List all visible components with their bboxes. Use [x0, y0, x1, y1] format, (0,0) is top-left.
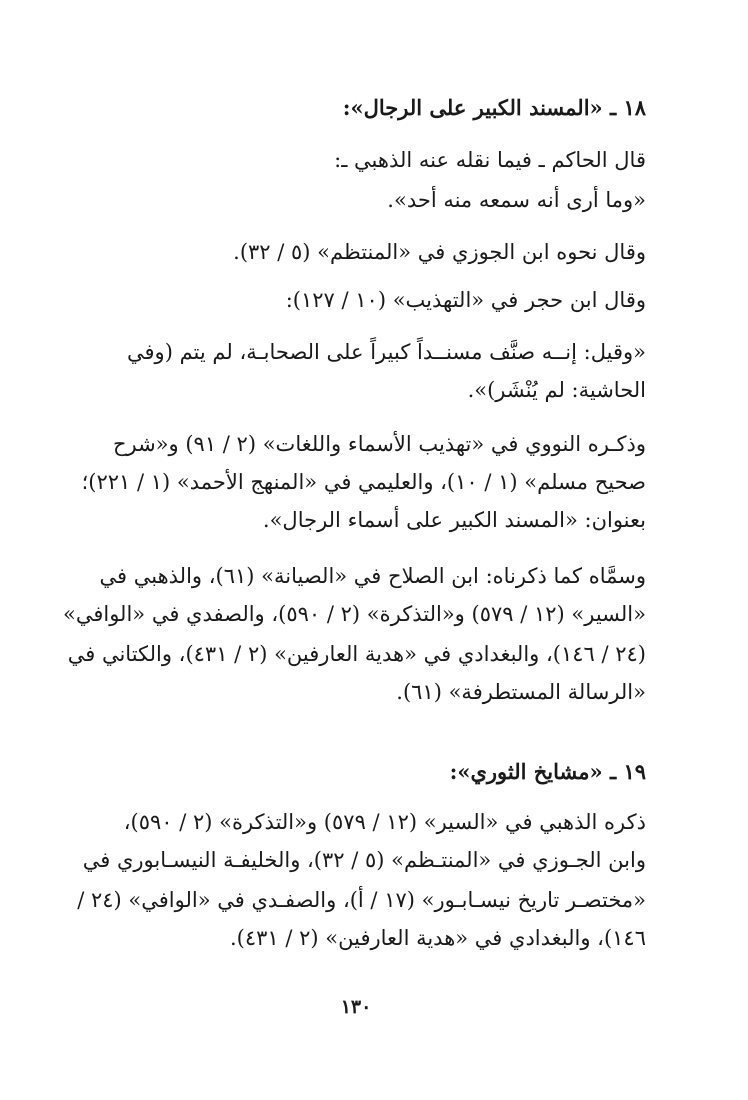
page-number: ١٣٠: [340, 996, 372, 1018]
text-line: الحاشية: لم يُنْشَر)».: [467, 378, 646, 402]
text-line: ١٤٦)، والبغدادي في «هدية العارفين» (٢ / ٤٣١).: [229, 926, 646, 950]
section-heading-18: ١٨ ـ «المسند الكبير على الرجال»:: [342, 95, 646, 120]
section-heading-19: ١٩ ـ «مشايخ الثوري»:: [449, 759, 646, 784]
text-line: «مختصـر تاريخ نيسـابـور» (١٧ / أ)، والصفـدي في «الوافي» (٢٤ /: [77, 888, 646, 912]
text-line: ذكره الذهبي في «السير» (١٢ / ٥٧٩) و«التذكرة» (٢ / ٥٩٠)،: [123, 810, 646, 834]
text-line: وسمَّاه كما ذكرناه: ابن الصلاح في «الصيانة» (٦١)، والذهبي في: [99, 564, 646, 588]
text-line: وقال ابن حجر في «التهذيب» (١٠ / ١٢٧):: [285, 288, 646, 312]
text-line: وذكـره النووي في «تهذيب الأسماء واللغات» (٢ / ٩١) و«شرح: [112, 432, 646, 456]
document-page: [62, 84, 646, 1084]
text-line: «وقيل: إنــه صنَّف مسنــداً كبيراً على الصحابـة، لم يتم (وفي: [127, 340, 646, 364]
text-line: قال الحاكم ـ فيما نقله عنه الذهبي ـ:: [334, 148, 646, 172]
text-line: وقال نحوه ابن الجوزي في «المنتظم» (٥ / ٣٢).: [233, 240, 646, 264]
text-line: «السير» (١٢ / ٥٧٩) و«التذكرة» (٢ / ٥٩٠)، والصفدي في «الوافي»: [62, 602, 646, 626]
text-line: «الرسالة المستطرفة» (٦١).: [396, 680, 646, 704]
text-line: بعنوان: «المسند الكبير على أسماء الرجال».: [262, 508, 646, 532]
text-line: (٢٤ / ١٤٦)، والبغدادي في «هدية العارفين» (٢ / ٤٣١)، والكتاني في: [67, 642, 646, 666]
text-line: صحيح مسلم» (١ / ١٠)، والعليمي في «المنهج الأحمد» (١ / ٢٢١)؛: [81, 470, 646, 494]
text-line: وابن الجـوزي في «المنتـظم» (٥ / ٣٢)، والخليفـة النيسـابوري في: [82, 848, 646, 872]
text-line: «وما أرى أنه سمعه منه أحد».: [387, 188, 646, 212]
